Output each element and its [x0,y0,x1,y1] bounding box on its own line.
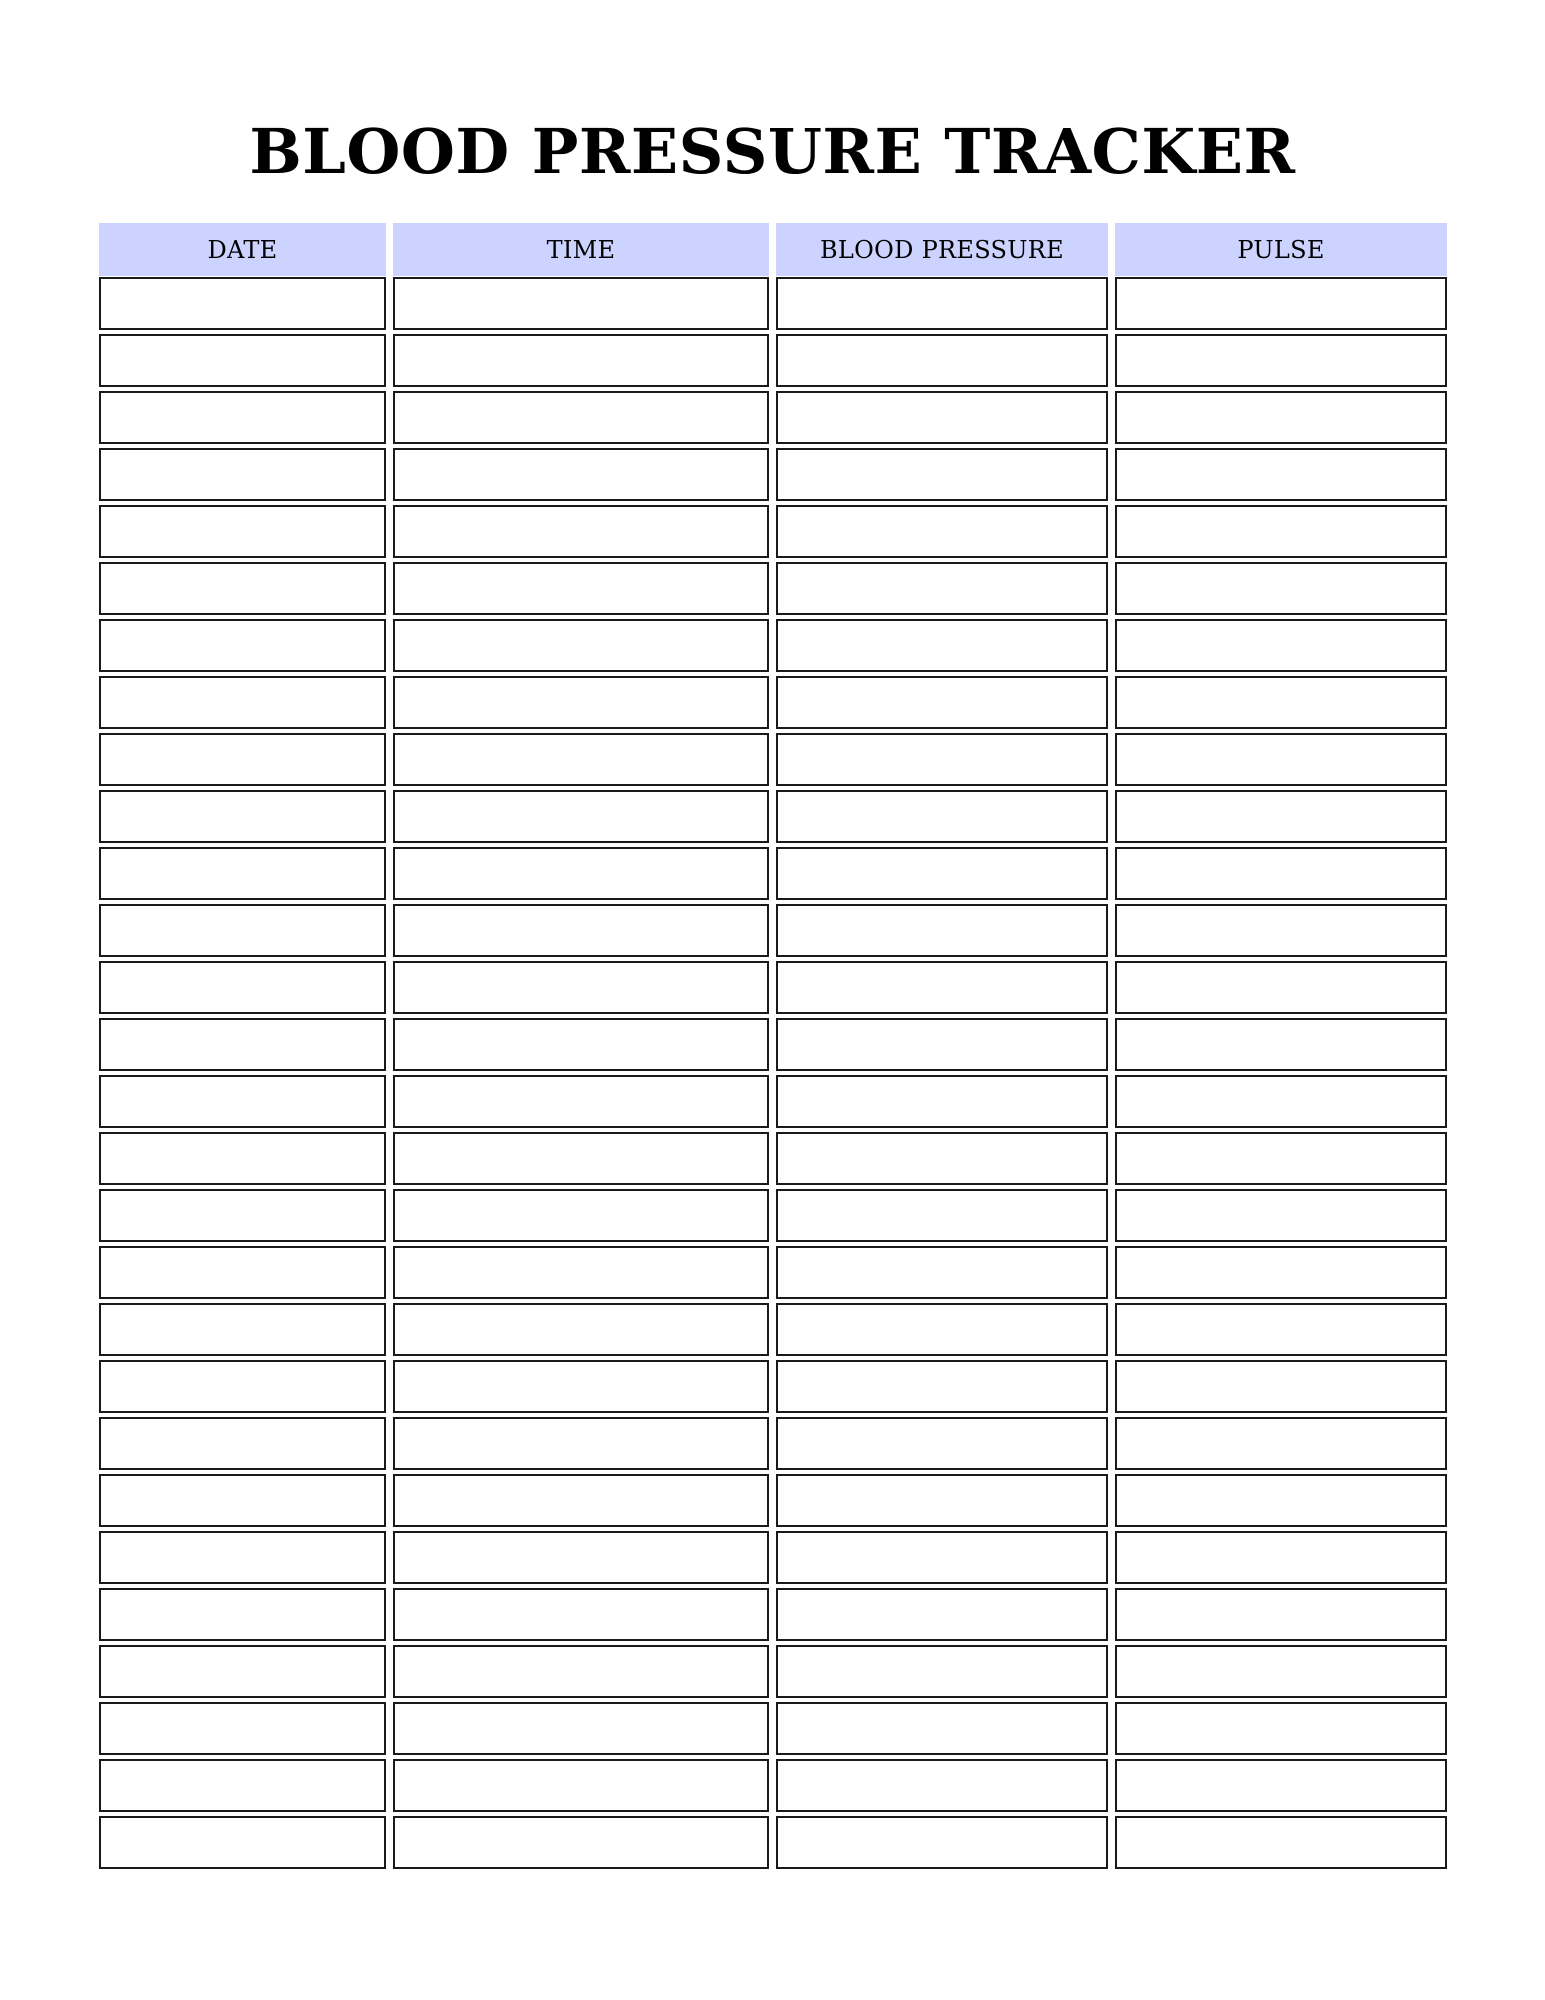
entry-cell-pulse[interactable] [1115,1645,1447,1698]
entry-cell-blood-pressure[interactable] [776,1303,1108,1356]
entry-cell-blood-pressure[interactable] [776,847,1108,900]
entry-cell-time[interactable] [393,334,769,387]
entry-cell-pulse[interactable] [1115,1417,1447,1470]
entry-cell-pulse[interactable] [1115,1018,1447,1071]
entry-cell-date[interactable] [99,1816,386,1869]
entry-cell-pulse[interactable] [1115,790,1447,843]
entry-cell-blood-pressure[interactable] [776,733,1108,786]
entry-cell-time[interactable] [393,904,769,957]
entry-cell-time[interactable] [393,505,769,558]
entry-cell-time[interactable] [393,1702,769,1755]
entry-cell-date[interactable] [99,562,386,615]
entry-cell-time[interactable] [393,1588,769,1641]
entry-cell-time[interactable] [393,1816,769,1869]
entry-cell-date[interactable] [99,1702,386,1755]
entry-cell-time[interactable] [393,1360,769,1413]
entry-cell-time[interactable] [393,391,769,444]
entry-cell-date[interactable] [99,1075,386,1128]
entry-cell-time[interactable] [393,1018,769,1071]
entry-cell-time[interactable] [393,1531,769,1584]
entry-cell-date[interactable] [99,1018,386,1071]
entry-cell-time[interactable] [393,733,769,786]
entry-cell-date[interactable] [99,1645,386,1698]
entry-cell-blood-pressure[interactable] [776,676,1108,729]
entry-cell-pulse[interactable] [1115,961,1447,1014]
entry-cell-pulse[interactable] [1115,733,1447,786]
entry-cell-time[interactable] [393,790,769,843]
entry-cell-pulse[interactable] [1115,619,1447,672]
entry-cell-time[interactable] [393,1474,769,1527]
tracker-table [99,223,1446,1869]
entry-cell-blood-pressure[interactable] [776,1417,1108,1470]
entry-cell-time[interactable] [393,277,769,330]
entry-cell-blood-pressure[interactable] [776,562,1108,615]
entry-cell-blood-pressure[interactable] [776,277,1108,330]
entry-cell-blood-pressure[interactable] [776,391,1108,444]
entry-cell-blood-pressure[interactable] [776,505,1108,558]
entry-cell-blood-pressure[interactable] [776,1588,1108,1641]
entry-cell-blood-pressure[interactable] [776,1645,1108,1698]
entry-cell-blood-pressure[interactable] [776,904,1108,957]
entry-cell-time[interactable] [393,562,769,615]
column-header-date: DATE [99,223,386,276]
entry-cell-blood-pressure[interactable] [776,1360,1108,1413]
entry-cell-date[interactable] [99,1246,386,1299]
entry-cell-time[interactable] [393,676,769,729]
entry-cell-time[interactable] [393,1132,769,1185]
entry-cell-date[interactable] [99,505,386,558]
entry-cell-blood-pressure[interactable] [776,961,1108,1014]
entry-cell-pulse[interactable] [1115,277,1447,330]
entry-cell-date[interactable] [99,961,386,1014]
entry-cell-blood-pressure[interactable] [776,1531,1108,1584]
entry-cell-pulse[interactable] [1115,1303,1447,1356]
page-title: BLOOD PRESSURE TRACKER [249,115,1296,188]
entry-cell-date[interactable] [99,733,386,786]
entry-cell-pulse[interactable] [1115,1360,1447,1413]
entry-cell-date[interactable] [99,1531,386,1584]
entry-cell-pulse[interactable] [1115,448,1447,501]
entry-cell-blood-pressure[interactable] [776,1759,1108,1812]
entry-cell-pulse[interactable] [1115,334,1447,387]
entry-cell-date[interactable] [99,334,386,387]
entry-cell-date[interactable] [99,1588,386,1641]
entry-cell-date[interactable] [99,790,386,843]
entry-cell-blood-pressure[interactable] [776,1816,1108,1869]
entry-cell-blood-pressure[interactable] [776,334,1108,387]
entry-cell-pulse[interactable] [1115,1531,1447,1584]
entry-cell-time[interactable] [393,1417,769,1470]
entry-cell-time[interactable] [393,1303,769,1356]
entry-cell-date[interactable] [99,676,386,729]
entry-cell-date[interactable] [99,1417,386,1470]
entry-cell-time[interactable] [393,448,769,501]
entry-cell-pulse[interactable] [1115,1189,1447,1242]
entry-cell-pulse[interactable] [1115,1474,1447,1527]
entry-cell-pulse[interactable] [1115,562,1447,615]
entry-cell-pulse[interactable] [1115,1246,1447,1299]
entry-cell-date[interactable] [99,277,386,330]
entry-cell-time[interactable] [393,1189,769,1242]
entry-cell-time[interactable] [393,1645,769,1698]
entry-cell-date[interactable] [99,1132,386,1185]
entry-cell-pulse[interactable] [1115,1132,1447,1185]
entry-cell-blood-pressure[interactable] [776,1246,1108,1299]
entry-cell-time[interactable] [393,847,769,900]
entry-cell-pulse[interactable] [1115,1588,1447,1641]
entry-cell-pulse[interactable] [1115,391,1447,444]
entry-cell-pulse[interactable] [1115,847,1447,900]
entry-cell-blood-pressure[interactable] [776,1075,1108,1128]
entry-cell-blood-pressure[interactable] [776,1702,1108,1755]
entry-cell-pulse[interactable] [1115,1759,1447,1812]
column-header-time: TIME [393,223,769,276]
entry-cell-pulse[interactable] [1115,676,1447,729]
column-header-blood-pressure: BLOOD PRESSURE [776,223,1108,276]
entry-cell-date[interactable] [99,1474,386,1527]
entry-cell-date[interactable] [99,1303,386,1356]
entry-cell-date[interactable] [99,847,386,900]
entry-cell-blood-pressure[interactable] [776,790,1108,843]
entry-cell-time[interactable] [393,961,769,1014]
entry-cell-time[interactable] [393,1759,769,1812]
entry-cell-pulse[interactable] [1115,904,1447,957]
entry-cell-pulse[interactable] [1115,505,1447,558]
entry-cell-date[interactable] [99,391,386,444]
entry-cell-time[interactable] [393,1075,769,1128]
entry-cell-blood-pressure[interactable] [776,448,1108,501]
entry-cell-date[interactable] [99,1360,386,1413]
entry-cell-date[interactable] [99,448,386,501]
column-header-pulse: PULSE [1115,223,1447,276]
entry-cell-blood-pressure[interactable] [776,1132,1108,1185]
entry-cell-pulse[interactable] [1115,1075,1447,1128]
entry-cell-date[interactable] [99,1189,386,1242]
entry-cell-date[interactable] [99,1759,386,1812]
entry-cell-time[interactable] [393,619,769,672]
entry-cell-pulse[interactable] [1115,1702,1447,1755]
entry-cell-time[interactable] [393,1246,769,1299]
entry-cell-blood-pressure[interactable] [776,619,1108,672]
entry-cell-date[interactable] [99,904,386,957]
entry-cell-pulse[interactable] [1115,1816,1447,1869]
entry-cell-blood-pressure[interactable] [776,1474,1108,1527]
entry-cell-date[interactable] [99,619,386,672]
entry-cell-blood-pressure[interactable] [776,1018,1108,1071]
entry-cell-blood-pressure[interactable] [776,1189,1108,1242]
